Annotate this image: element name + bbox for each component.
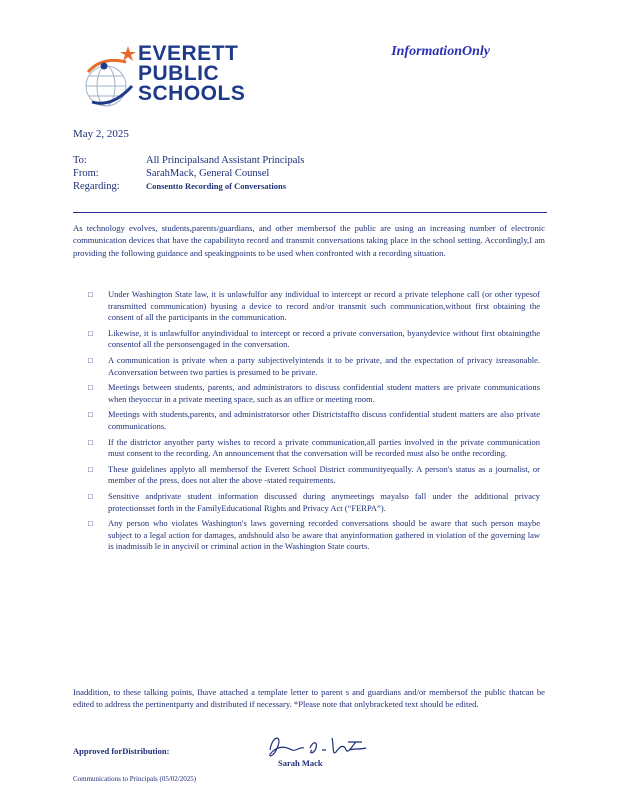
page-footer: Communications to Principals (05/02/2025) (73, 775, 197, 783)
bullet-icon: □ (88, 355, 93, 365)
point-text: A communication is private when a party subjectivelyintends it to be private, and the expectation of privacy isreasonable. Aconversation between two parties is presumed to be private. (108, 354, 540, 377)
list-item (88, 289, 540, 324)
point-text: Meetings with students,parents, and administratorsor other Districtstaffto discuss confidential student matters are also private communications. (108, 409, 540, 431)
bullet-icon: □ (88, 383, 93, 393)
logo-line-3: SCHOOLS (138, 82, 246, 105)
logo-line-1: EVERETT (138, 42, 239, 65)
bullet-icon: □ (88, 290, 93, 299)
globe-star-icon (82, 42, 138, 116)
from-value: SarahMack, General Counsel (146, 168, 270, 179)
point-text: Likewise, it is unlawfulfor anyindividual to intercept or record a private conversation, byanydevice without first obtainingthe consentof all the personsengaged in the conversation. (108, 327, 540, 350)
bullet-icon: □ (88, 437, 93, 447)
list-item (88, 355, 540, 378)
point-text: Meetings between students, parents, and administrators to discuss confidential student matters are private communications when theyoccur in a private meeting space, such as an office or meeting room. (108, 382, 540, 404)
bullet-icon: □ (88, 491, 93, 501)
intro-paragraph: As technology evolves, students,parents/guardians, and other membersof the public are using an increasing number of electronic communication devices that have the capabilityto record and transmit conversations taking place in the school setting. Accordingly,I am providing the following guidance and speakingpoints to be used when confronted with a recording situation. (73, 223, 545, 258)
to-value: All Principalsand Assistant Principals (146, 155, 305, 166)
from-label: From: (73, 168, 99, 179)
signature-name: Sarah Mack (278, 758, 323, 768)
point-text: If the districtor anyother party wishes to record a private communication,all parties involved in the private communication must consent to the recording. An announcement that the conversation will be recorded must also be onthe recording. (108, 436, 540, 459)
regarding-value: Consentto Recording of Conversations (146, 181, 287, 191)
point-text: Any person who violates Washington's laws governing recorded conversations should be aware that such person maybe subject to a legal action for damages, andshould also be aware that anyinformation gathered in violation of the governing law is inadmissib le in anycivil or criminal action in the Washington State courts. (108, 518, 540, 552)
list-item (88, 382, 540, 405)
approved-label: Approved forDistribution: (73, 746, 170, 756)
bullet-icon: □ (88, 328, 93, 338)
bullet-icon: □ (88, 519, 93, 529)
bullet-icon: □ (88, 464, 93, 474)
header-divider (73, 212, 547, 213)
logo-wordmark (138, 44, 245, 104)
list-item (88, 518, 540, 553)
point-text: Sensitive andprivate student information discussed during anymeetings mayalso fall under the additional privacy protectionsset forth in the FamilyEducational Rights and Privacy Act (“FERPA”). (108, 490, 540, 513)
list-item (88, 464, 540, 487)
information-only-label: InformationOnly (391, 44, 490, 59)
logo-line-2: PUBLIC (138, 62, 220, 85)
regarding-label: Regarding: (73, 181, 120, 192)
closing-paragraph: Inaddition, to these talking points, Ihave attached a template letter to parent s and guardians and/or membersof the public thatcan be edited to address the pertinentparty and distributed if necessary. *Please note that onlybracketed text should be edited. (73, 687, 545, 710)
point-text: Under Washington State law, it is unlawfulfor any individual to intercept or record a private telephone call (or other typesof transmitted communication) byusing a device to record and/or transmit such communication,without first obtaining the consent of all the participants in the communication. (108, 289, 540, 323)
list-item (88, 437, 540, 460)
list-item (88, 409, 540, 432)
to-label: To: (73, 155, 87, 166)
list-item (88, 491, 540, 514)
guidance-list (88, 289, 540, 557)
memo-header (73, 154, 304, 193)
memo-date: May 2, 2025 (73, 128, 129, 140)
bullet-icon: □ (88, 410, 93, 420)
district-logo (82, 42, 262, 116)
list-item (88, 328, 540, 351)
point-text: These guidelines applyto all membersof the Everett School District communityequally. A person's status as a journalist, or member of the press, does not alter the above -stated requirements. (108, 463, 540, 486)
